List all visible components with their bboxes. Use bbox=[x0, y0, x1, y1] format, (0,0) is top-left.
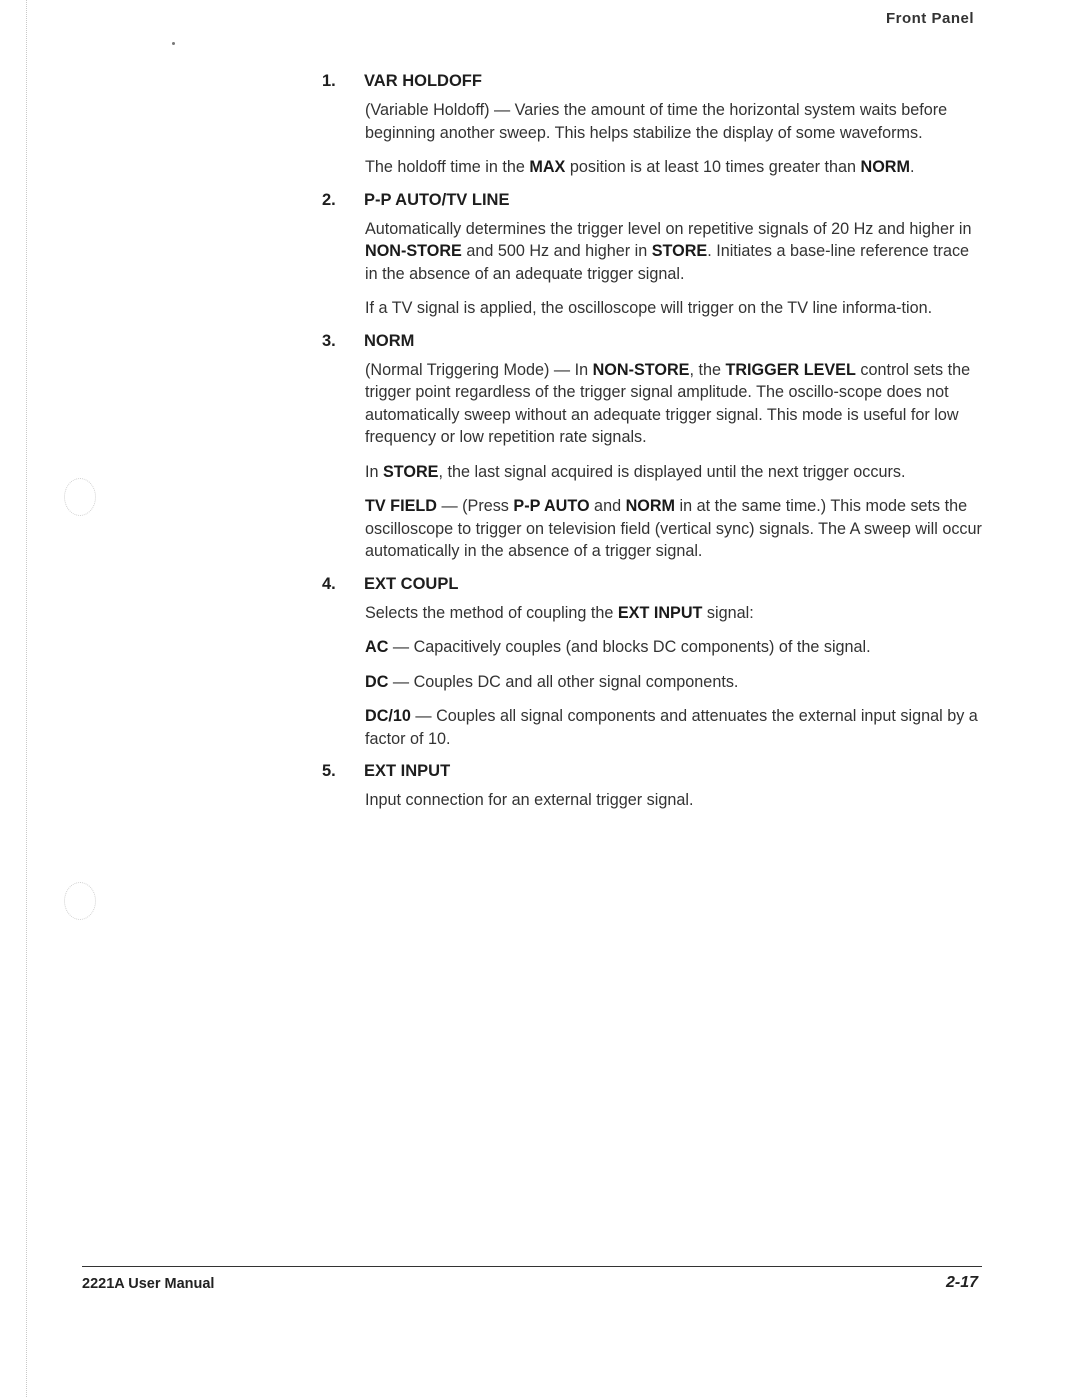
paragraph: Input connection for an external trigger signal. bbox=[365, 791, 694, 809]
paragraph: In STORE, the last signal acquired is displayed until the next trigger occurs. bbox=[365, 462, 906, 481]
item-number: 3. bbox=[322, 331, 336, 350]
paragraph: If a TV signal is applied, the oscilloscope will trigger on the TV line informa-tion. bbox=[365, 299, 933, 317]
item-title: EXT INPUT bbox=[364, 762, 451, 780]
paragraph: Selects the method of coupling the EXT INPUT signal: bbox=[365, 603, 754, 622]
binder-margin-line bbox=[26, 0, 27, 1397]
footer-page-number: 2-17 bbox=[945, 1274, 978, 1291]
item-number: 2. bbox=[322, 190, 336, 209]
footer-manual-title: 2221A User Manual bbox=[82, 1276, 215, 1292]
paragraph: (Normal Triggering Mode) — In NON-STORE, the TRIGGER LEVEL control sets the trigger point regardless of the trigger signal amplitude. The oscillo-scope does not automatically sweep without an adequate trigger signal. This mode is useful for low frequency or low repetition rate signals. bbox=[365, 360, 971, 446]
paragraph: DC/10 — Couples all signal components and attenuates the external input signal by a factor of 10. bbox=[365, 707, 978, 748]
paragraph: The holdoff time in the MAX position is at least 10 times greater than NORM. bbox=[365, 158, 915, 176]
item-number: 1. bbox=[322, 72, 336, 90]
paragraph: Automatically determines the trigger level on repetitive signals of 20 Hz and higher in NON-STORE and 500 Hz and higher in STORE. Initiates a base-line reference trace in the absence of an adequate trigger signal. bbox=[365, 219, 972, 283]
paragraph: TV FIELD — (Press P-P AUTO and NORM in at the same time.) This mode sets the oscilloscope to trigger on television field (vertical sync) signals. The A sweep will occur automatically in the absence of a trigger signal. bbox=[365, 497, 982, 560]
item-title: P-P AUTO/TV LINE bbox=[364, 190, 510, 209]
item-ext-coupl bbox=[322, 575, 982, 751]
paragraph: (Variable Holdoff) — Varies the amount of time the horizontal system waits before beginning another sweep. This helps stabilize the display of some waveforms. bbox=[365, 101, 948, 142]
item-ext-input bbox=[322, 762, 982, 812]
paragraph: DC — Couples DC and all other signal components. bbox=[365, 672, 739, 691]
item-title: VAR HOLDOFF bbox=[364, 72, 482, 90]
running-head: Front Panel bbox=[885, 10, 974, 27]
item-number: 5. bbox=[322, 762, 336, 780]
footer-rule bbox=[82, 1266, 982, 1267]
punch-hole-mark bbox=[64, 882, 96, 920]
item-title: NORM bbox=[364, 331, 415, 350]
item-number: 4. bbox=[322, 574, 336, 593]
paragraph: AC — Capacitively couples (and blocks DC components) of the signal. bbox=[365, 638, 871, 656]
item-pp-auto-tv-line bbox=[322, 191, 982, 320]
punch-hole-mark bbox=[64, 478, 96, 516]
scan-speck bbox=[172, 42, 175, 45]
item-title: EXT COUPL bbox=[364, 574, 459, 593]
page-body bbox=[322, 72, 982, 824]
item-norm bbox=[322, 332, 982, 563]
item-var-holdoff bbox=[322, 72, 982, 179]
